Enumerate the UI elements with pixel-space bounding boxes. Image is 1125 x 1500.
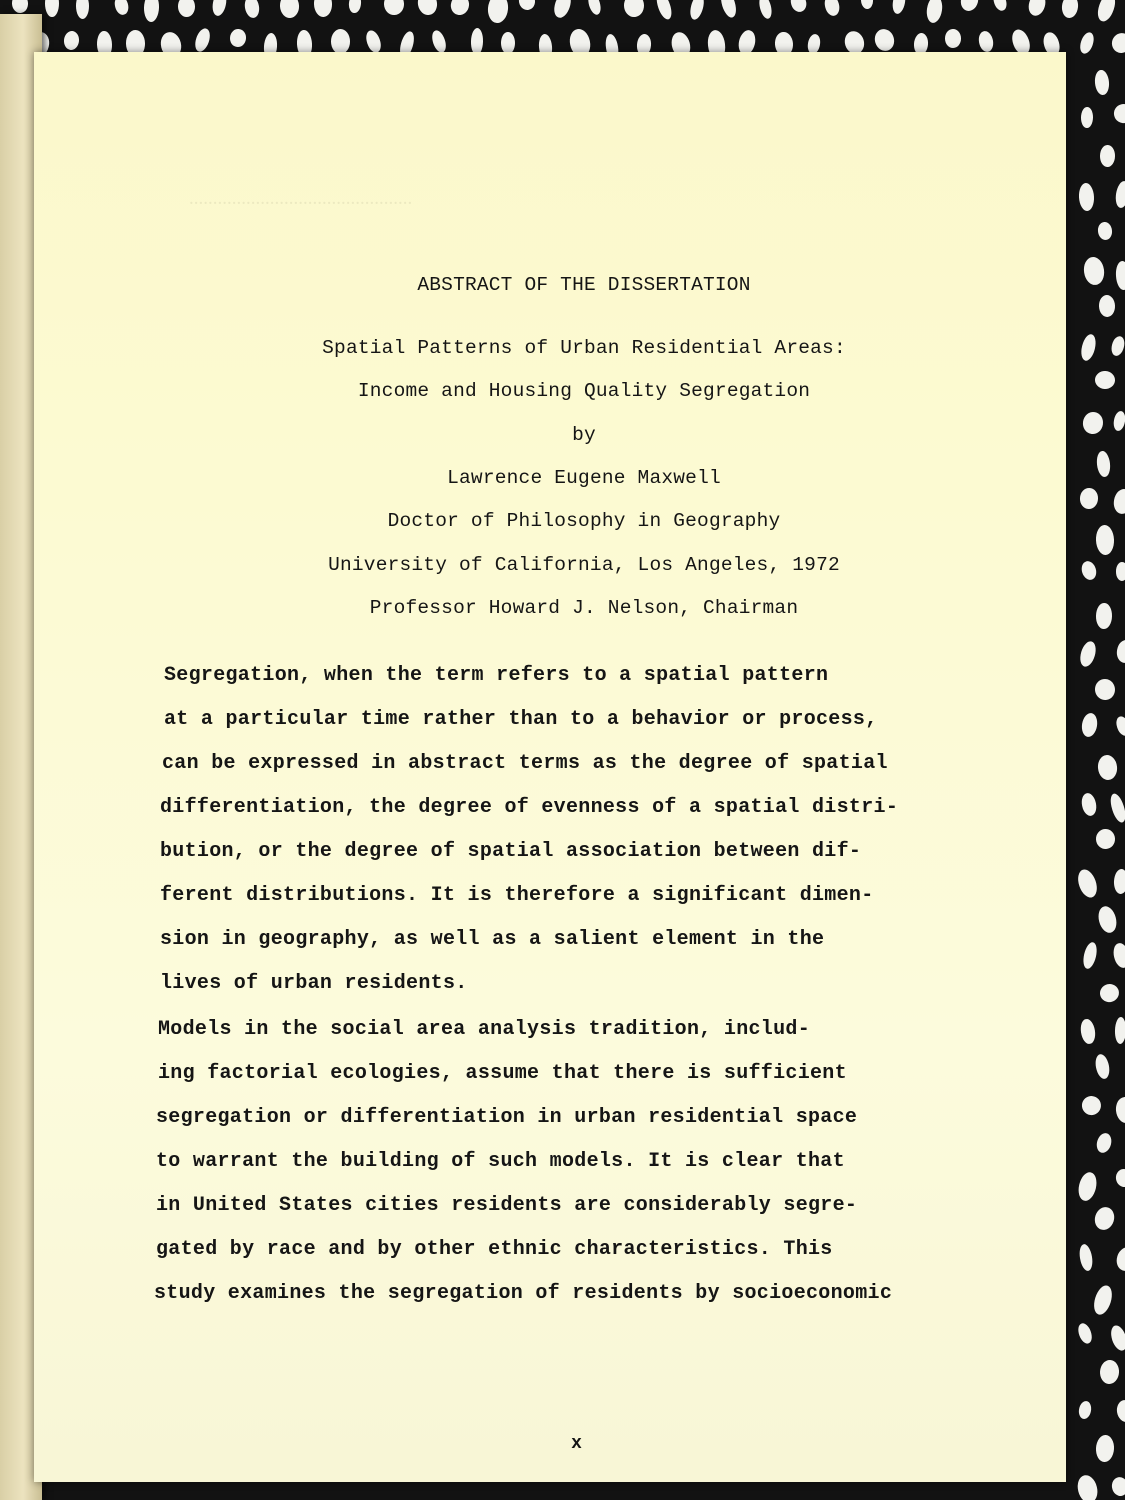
background-dot — [624, 0, 644, 17]
background-dot — [1098, 294, 1115, 317]
background-dot — [925, 0, 944, 23]
background-dot — [991, 0, 1008, 12]
background-dot — [718, 0, 739, 19]
background-dot — [1078, 639, 1099, 668]
background-dot — [1091, 1283, 1115, 1316]
background-dot — [891, 0, 907, 15]
background-dot — [280, 0, 301, 18]
background-dot — [1080, 1094, 1104, 1118]
background-dot — [1114, 1168, 1125, 1189]
background-dot — [1108, 1324, 1125, 1353]
page-number: x — [571, 1434, 582, 1454]
background-dot — [211, 0, 228, 17]
background-dot — [517, 0, 536, 12]
by-line: by — [572, 424, 596, 446]
background-dot — [487, 0, 509, 24]
paragraph-line: ing factorial ecologies, assume that there is sufficient — [158, 1062, 847, 1085]
institution: University of California, Los Angeles, 1972 — [328, 554, 840, 576]
paragraph-line: to warrant the building of such models. It is clear that — [156, 1150, 845, 1173]
background-dot — [1094, 677, 1117, 701]
background-dot — [1080, 711, 1099, 738]
paragraph-line: differentiation, the degree of evenness of a spatial distri- — [160, 796, 899, 819]
paragraph-line: at a particular time rather than to a behavior or process, — [164, 708, 878, 731]
paragraph-line: segregation or differentiation in urban residential space — [156, 1106, 858, 1129]
paragraph-line: study examines the segregation of residents by socioeconomic — [154, 1282, 893, 1305]
background-dot — [1097, 222, 1113, 242]
background-dot — [349, 0, 363, 13]
background-dot — [1094, 69, 1110, 96]
paragraph-line: gated by race and by other ethnic characteristics. This — [156, 1238, 833, 1261]
background-dot — [45, 0, 59, 18]
background-dot — [1075, 867, 1101, 900]
background-dot — [1078, 1400, 1093, 1420]
background-dot — [788, 0, 808, 13]
background-dot — [112, 0, 129, 16]
background-dot — [1111, 941, 1125, 969]
paragraph-line: in United States cities residents are considerably segre- — [156, 1194, 858, 1217]
paragraph-line: bution, or the degree of spatial association between dif- — [160, 840, 862, 863]
background-dot — [1078, 183, 1095, 212]
background-dot — [1099, 1359, 1120, 1385]
background-dot — [144, 0, 160, 22]
background-dot — [1080, 488, 1099, 509]
background-dot — [860, 0, 874, 9]
background-dot — [1116, 639, 1125, 664]
background-dot — [192, 27, 212, 54]
background-dot — [229, 28, 247, 48]
background-dot — [1026, 0, 1048, 18]
background-dot — [1096, 904, 1120, 935]
background-dot — [1081, 941, 1099, 970]
bleed-through-text: ............................................... — [189, 188, 413, 209]
background-dot — [1112, 102, 1125, 125]
background-dot — [1100, 145, 1115, 167]
background-dot — [63, 31, 80, 51]
background-dot — [1115, 1097, 1125, 1125]
background-dot — [807, 33, 822, 54]
background-dot — [76, 0, 89, 19]
title-line-2: Income and Housing Quality Segregation — [357, 380, 811, 402]
background-dot — [1081, 107, 1093, 128]
paragraph-line: sion in geography, as well as a salient element in the — [160, 928, 825, 951]
background-dot — [1075, 1170, 1098, 1202]
abstract-heading: ABSTRACT OF THE DISSERTATION — [417, 274, 751, 296]
background-dot — [757, 0, 774, 20]
background-dot — [1097, 754, 1119, 780]
background-dot — [471, 28, 484, 55]
background-dot — [1114, 180, 1125, 209]
background-dot — [1114, 1245, 1125, 1273]
background-dot — [1114, 714, 1125, 737]
paragraph-line: Models in the social area analysis tradition, includ- — [158, 1018, 811, 1041]
background-dot — [1108, 792, 1125, 824]
paragraph-line: ferent distributions. It is therefore a significant dimen- — [160, 884, 874, 907]
background-dot — [1109, 30, 1125, 55]
paragraph-line: lives of urban residents. — [160, 972, 468, 995]
background-dot — [1113, 869, 1125, 895]
background-dot — [552, 0, 574, 19]
background-dot — [313, 0, 332, 17]
background-dot — [586, 0, 603, 16]
chairman: Professor Howard J. Nelson, Chairman — [369, 597, 799, 619]
background-dot — [330, 29, 349, 54]
background-dot — [1095, 0, 1119, 23]
background-dot — [1079, 1018, 1096, 1045]
background-dot — [1078, 1243, 1095, 1272]
background-dot — [364, 28, 384, 54]
background-dot — [1080, 792, 1098, 817]
background-dot — [959, 0, 981, 14]
background-dot — [244, 0, 262, 19]
background-dot — [383, 0, 404, 15]
paragraph-line: Segregation, when the term refers to a spatial pattern — [164, 664, 829, 687]
background-dot — [416, 0, 438, 16]
background-dot — [822, 0, 841, 17]
background-dot — [1096, 828, 1116, 849]
background-dot — [430, 29, 449, 54]
background-dot — [12, 0, 29, 13]
background-dot — [1075, 1473, 1100, 1500]
background-dot — [1098, 982, 1121, 1004]
background-dot — [688, 0, 707, 22]
paragraph-line: can be expressed in abstract terms as the degree of spatial — [162, 752, 888, 775]
degree: Doctor of Philosophy in Geography — [387, 510, 781, 532]
title-line-1: Spatial Patterns of Urban Residential Areas: — [322, 337, 846, 359]
background-dot — [1093, 1053, 1111, 1081]
dissertation-page — [34, 52, 1066, 1482]
author-name: Lawrence Eugene Maxwell — [447, 467, 721, 489]
background-dot — [178, 0, 196, 18]
background-dot — [977, 30, 995, 53]
background-dot — [1092, 1204, 1117, 1232]
background-dot — [873, 27, 898, 54]
background-dot — [1077, 31, 1095, 55]
background-dot — [1076, 1322, 1094, 1345]
background-dot — [945, 29, 961, 48]
background-dot — [448, 0, 470, 16]
background-dot — [1111, 1476, 1125, 1498]
background-dot — [1094, 1132, 1113, 1155]
background-dot — [1060, 0, 1078, 19]
background-dot — [654, 0, 674, 20]
background-dot — [1116, 1399, 1125, 1424]
background-dot — [1115, 1017, 1125, 1045]
